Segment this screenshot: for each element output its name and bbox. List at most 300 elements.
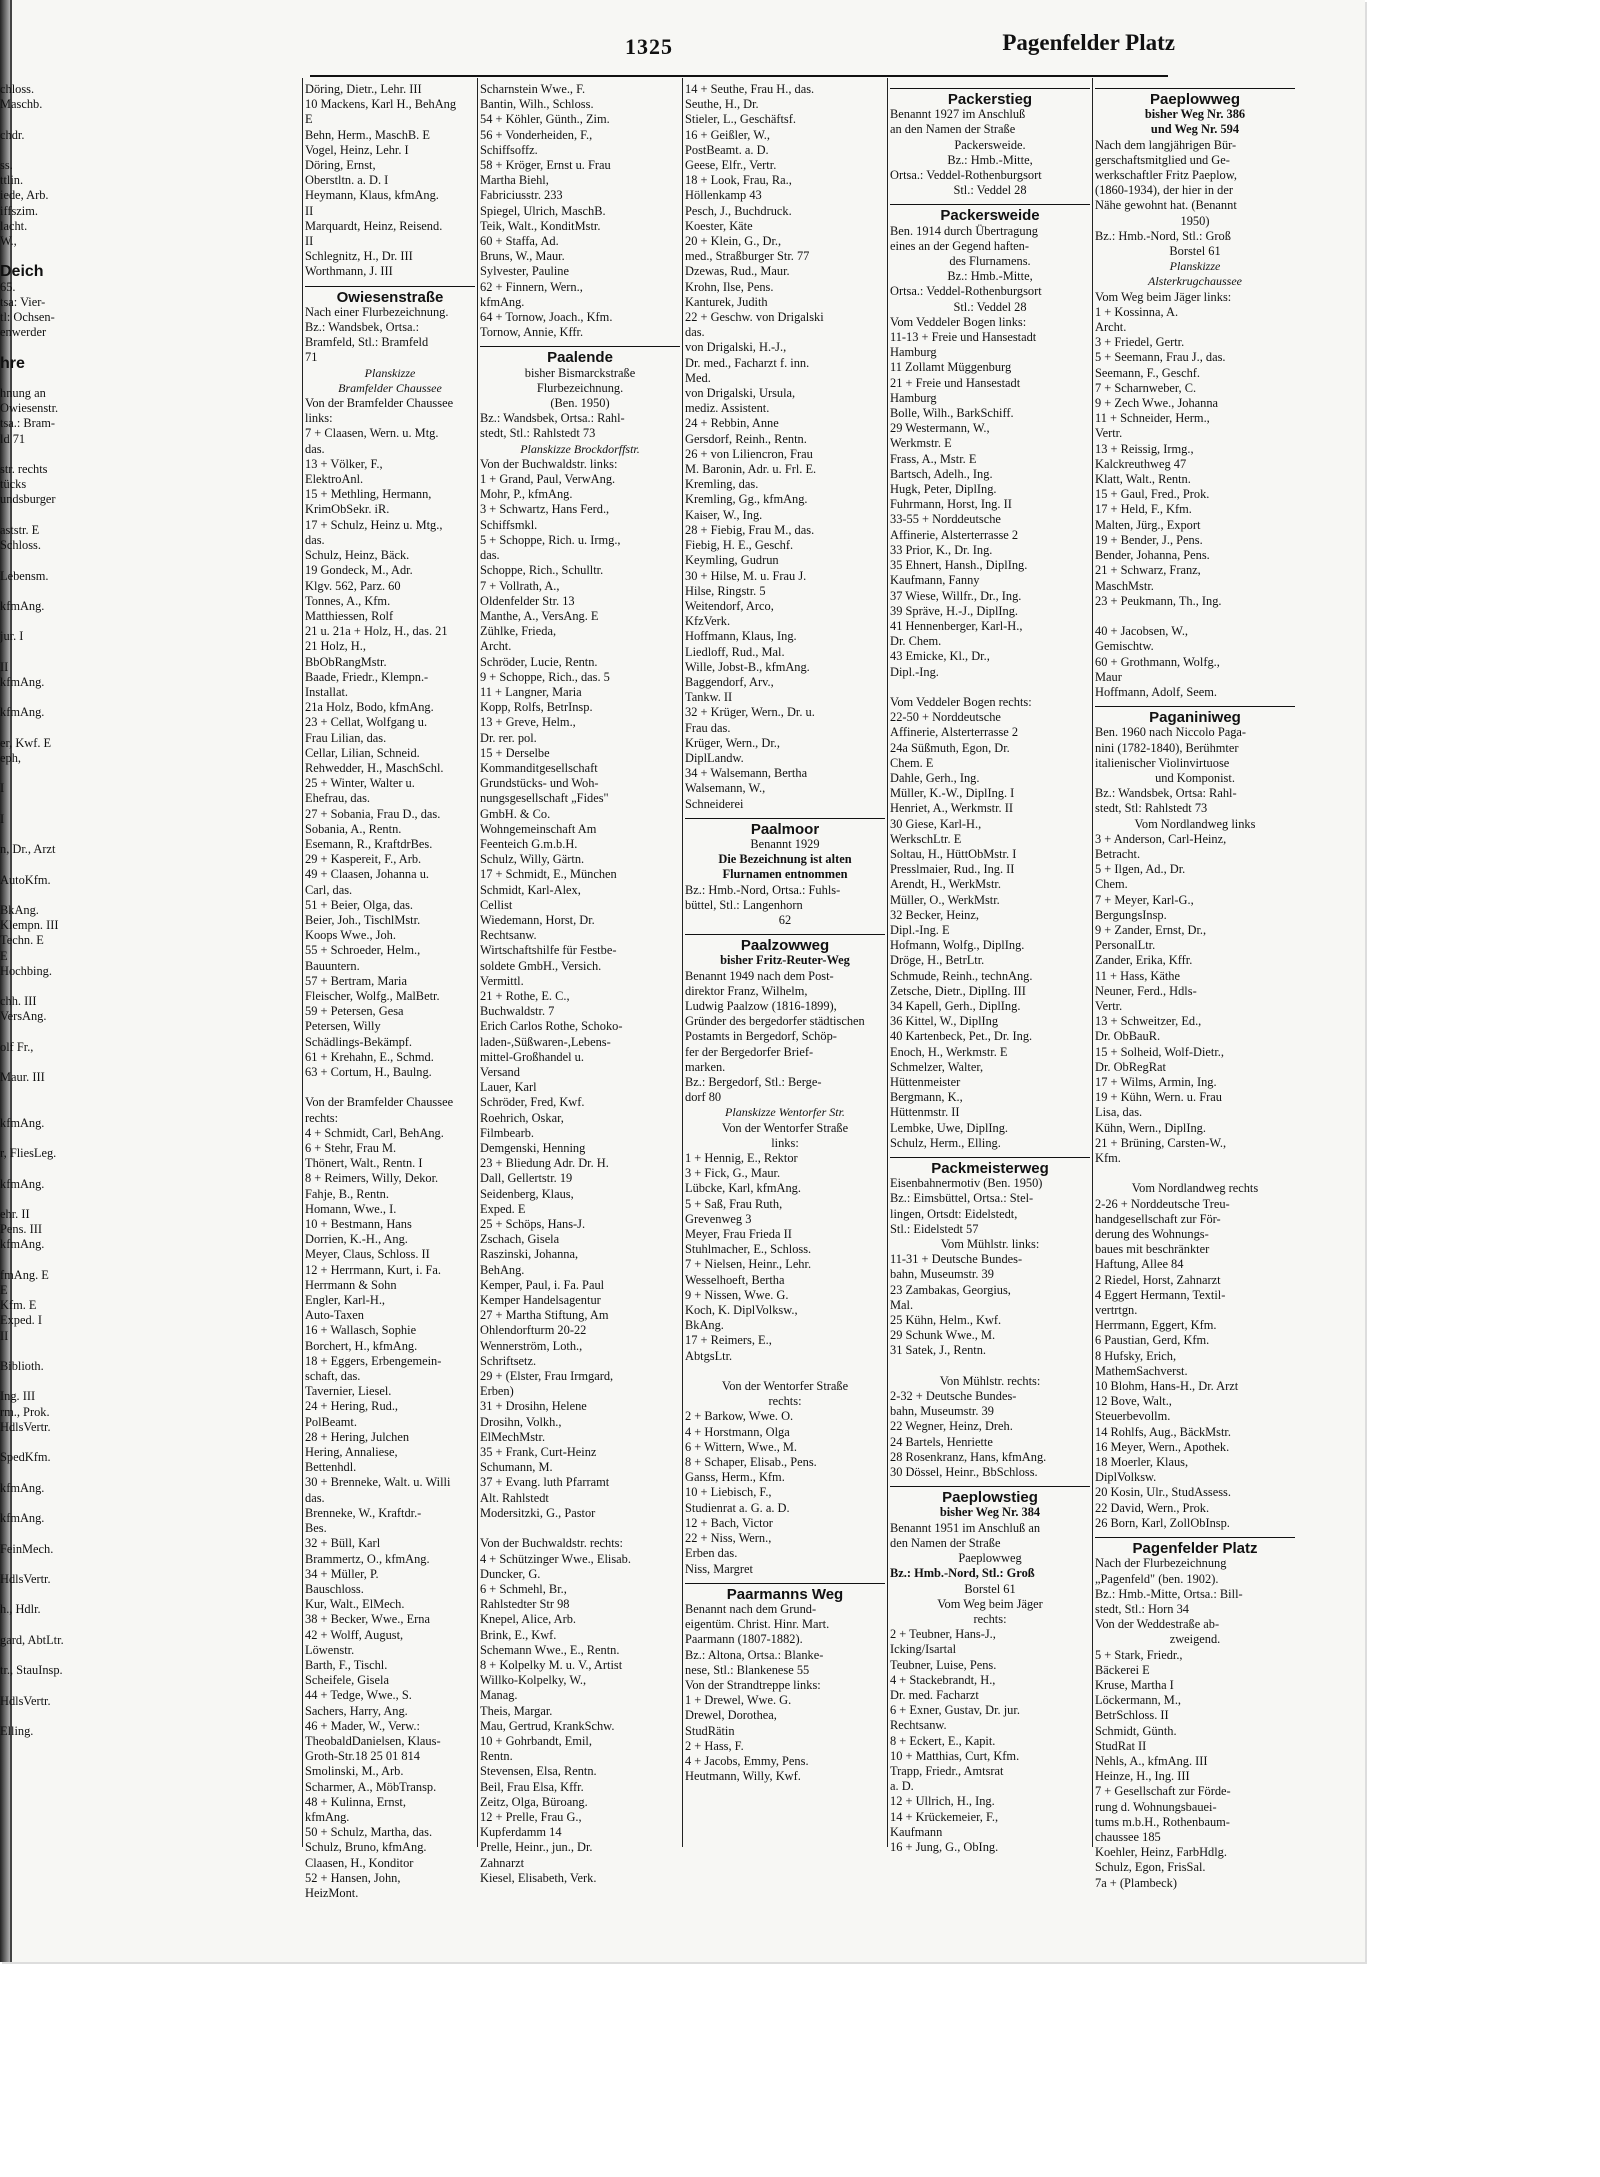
directory-entry: 12 + Bach, Victor <box>685 1515 773 1530</box>
directory-entry: Auto-Taxen <box>305 1308 365 1323</box>
directory-entry: Stieler, L., Geschäftsf. <box>685 112 796 127</box>
directory-entry: marken. <box>685 1059 726 1074</box>
directory-entry: Oberstltn. a. D. I <box>305 173 389 188</box>
directory-entry: Erich Carlos Rothe, Schoko- <box>480 1019 623 1034</box>
directory-entry: Steuerbevollm. <box>1095 1409 1171 1424</box>
directory-entry: Tavernier, Liesel. <box>305 1384 392 1399</box>
directory-entry: Dröge, H., BetrLtr. <box>890 953 985 968</box>
directory-entry: Von der Wentorfer Straße <box>721 1379 849 1394</box>
directory-entry: vertrtgn. <box>1095 1303 1138 1318</box>
directory-entry: Worthmann, J. III <box>305 264 393 279</box>
directory-entry: links: <box>771 1135 799 1150</box>
directory-entry: Von Mühlstr. rechts: <box>939 1373 1041 1388</box>
left-strip-line: 65. <box>0 279 16 294</box>
directory-entry: 2-26 + Norddeutsche Treu- <box>1095 1196 1230 1211</box>
left-strip-line <box>0 1085 300 1100</box>
directory-entry: 1950) <box>1180 213 1210 228</box>
directory-entry: Frau das. <box>685 720 731 735</box>
directory-entry: 8 + Reimers, Willy, Dekor. <box>305 1171 439 1186</box>
left-strip-line: AutoKfm. <box>0 872 51 887</box>
left-strip-line: Lebensm. <box>0 568 49 583</box>
left-strip-line <box>0 112 300 127</box>
directory-entry: 1 + Grand, Paul, VerwAng. <box>480 472 616 487</box>
directory-entry: stedt, Stl: Rahlstedt 73 <box>1095 801 1208 816</box>
directory-entry: Matthiessen, Rolf <box>305 608 394 623</box>
directory-entry: 8 + Schaper, Elisab., Pens. <box>685 1455 817 1470</box>
directory-entry: 26 + von Liliencron, Frau <box>685 446 813 461</box>
directory-entry: das. <box>480 548 500 563</box>
left-strip-line <box>0 1101 300 1116</box>
street-heading: Owiesenstraße <box>305 286 475 305</box>
directory-entry: von Drigalski, H.-J., <box>685 340 787 355</box>
directory-entry: Kremling, das. <box>685 477 759 492</box>
directory-entry: Rehwedder, H., MaschSchl. <box>305 760 444 775</box>
directory-entry: 29 + (Elster, Frau Irmgard, <box>480 1369 614 1384</box>
directory-entry: Seidenberg, Klaus, <box>480 1186 574 1201</box>
directory-entry: StudRat II <box>1095 1738 1147 1753</box>
directory-entry: Schneiderei <box>685 796 744 811</box>
directory-entry: 15 + Methling, Hermann, <box>305 487 432 502</box>
directory-entry: Oldenfelder Str. 13 <box>480 593 575 608</box>
directory-entry: Knepel, Alice, Arb. <box>480 1612 577 1627</box>
directory-entry: Ben. 1960 nach Niccolo Paga- <box>1095 725 1247 740</box>
directory-entry: 31 Satek, J., Rentn. <box>890 1343 987 1358</box>
directory-entry: Chem. E <box>890 755 934 770</box>
directory-entry: Cellar, Lilian, Schneid. <box>305 745 420 760</box>
directory-entry: Brink, E., Kwf. <box>480 1627 557 1642</box>
directory-entry: 30 Giese, Karl-H., <box>890 816 982 831</box>
directory-entry: Scheifele, Gisela <box>305 1673 389 1688</box>
left-strip-line: HdlsVertr. <box>0 1571 51 1586</box>
directory-entry: 14 + Seuthe, Frau H., das. <box>685 82 815 96</box>
directory-entry: Vertr. <box>1095 998 1123 1013</box>
left-strip-line: ehr. II <box>0 1207 30 1222</box>
directory-entry: Kremling, Gg., kfmAng. <box>685 492 808 507</box>
directory-entry: Kfm. <box>1095 1151 1121 1166</box>
directory-entry: Beier, Joh., TischlMstr. <box>305 912 421 927</box>
directory-entry: 2 + Hass, F. <box>685 1738 744 1753</box>
directory-entry: PostBeamt. a. D. <box>685 142 769 157</box>
directory-entry: rechts: <box>768 1394 802 1409</box>
directory-entry: 4 + Jacobs, Emmy, Pens. <box>685 1753 809 1768</box>
directory-entry: bahn, Museumstr. 39 <box>890 1267 994 1282</box>
directory-entry: DiplLandw. <box>685 750 744 765</box>
directory-entry: Filmbearb. <box>480 1125 535 1140</box>
directory-entry: Teubner, Luise, Pens. <box>890 1657 997 1672</box>
directory-entry <box>890 680 1090 695</box>
directory-entry: Koester, Käte <box>685 218 753 233</box>
left-strip-line: Maschb. <box>0 97 43 112</box>
directory-entry: Manthe, A., VersAng. E <box>480 608 599 623</box>
directory-entry: Kupferdamm 14 <box>480 1825 562 1840</box>
directory-entry: Hoffmann, Klaus, Ing. <box>685 629 797 644</box>
directory-entry: Versand <box>480 1065 520 1079</box>
directory-entry: Lisa, das. <box>1095 1105 1143 1120</box>
left-strip-line: I <box>0 811 5 826</box>
directory-entry: 23 Zambakas, Georgius, <box>890 1282 1011 1297</box>
left-strip-line <box>0 1587 300 1602</box>
directory-entry: Rentn. <box>480 1749 513 1764</box>
directory-entry: laden-,Süßwaren-,Lebens- <box>480 1034 611 1049</box>
directory-entry: nese, Stl.: Blankenese 55 <box>685 1662 810 1677</box>
directory-entry: (Ben. 1950) <box>550 396 610 411</box>
left-strip-line: kfmAng. <box>0 598 45 613</box>
directory-entry: Erben) <box>480 1384 514 1399</box>
directory-entry: Maur <box>1095 669 1122 684</box>
plan-sketch-note: Planskizze <box>1169 259 1221 274</box>
directory-entry: BehAng. <box>480 1262 525 1277</box>
directory-entry: 1 + Drewel, Wwe. G. <box>685 1693 792 1708</box>
directory-entry: Vermittl. <box>480 973 524 988</box>
left-strip-line: r, FliesLeg. <box>0 1146 57 1161</box>
directory-entry: 42 + Wolff, August, <box>305 1627 404 1642</box>
directory-entry: 7 + Nielsen, Heinr., Lehr. <box>685 1257 812 1272</box>
directory-entry: Pesch, J., Buchdruck. <box>685 203 792 218</box>
directory-entry: Heymann, Klaus, kfmAng. <box>305 188 439 203</box>
directory-entry: 2-32 + Deutsche Bundes- <box>890 1389 1017 1404</box>
directory-entry: Zeitz, Olga, Büroang. <box>480 1794 588 1809</box>
directory-entry: schaft, das. <box>305 1369 361 1384</box>
directory-entry: Hilse, Ringstr. 5 <box>685 583 766 598</box>
directory-entry: Hamburg <box>890 345 937 360</box>
directory-entry: Flurnamen entnommen <box>722 867 848 882</box>
left-strip-line: II <box>0 1328 9 1343</box>
directory-entry: Nach einer Flurbezeichnung. <box>305 304 449 319</box>
directory-entry: 12 Bove, Walt., <box>1095 1394 1172 1409</box>
directory-entry: 24 Bartels, Henriette <box>890 1434 993 1449</box>
directory-entry: Von der Bramfelder Chaussee <box>305 396 454 411</box>
directory-entry: 3 + Schwartz, Hans Ferd., <box>480 502 610 517</box>
directory-entry: 38 + Becker, Wwe., Erna <box>305 1612 430 1627</box>
column-3 <box>685 82 885 1847</box>
left-strip-line: tl: Ochsen- <box>0 310 55 325</box>
directory-entry: Hugk, Peter, DiplIng. <box>890 482 997 497</box>
directory-entry: Dipl.-Ing. E <box>890 922 950 937</box>
directory-entry: Fabriciusstr. 233 <box>480 188 563 203</box>
directory-entry: 13 + Reissig, Irmg., <box>1095 441 1194 456</box>
left-strip-line: hre <box>0 354 25 372</box>
directory-entry: Drosihn, Volkh., <box>480 1414 562 1429</box>
directory-entry: soldete GmbH., Versich. <box>480 958 602 973</box>
left-strip-line: enwerder <box>0 325 47 340</box>
directory-entry: 2 Riedel, Horst, Zahnarzt <box>1095 1272 1221 1287</box>
directory-entry: Wirtschaftshilfe für Festbe- <box>480 943 617 958</box>
directory-entry: 7 + Gesellschaft zur Förde- <box>1095 1784 1231 1799</box>
directory-entry: 11-13 + Freie und Hansestadt <box>890 330 1037 345</box>
left-strip-line: Techn. E <box>0 933 44 948</box>
directory-entry: 10 + Gohrbandt, Emil, <box>480 1733 592 1748</box>
directory-entry: 11 Zollamt Müggenburg <box>890 360 1012 375</box>
directory-entry <box>890 1359 1090 1374</box>
directory-entry: bisher Weg Nr. 384 <box>939 1505 1041 1520</box>
directory-entry: Henriet, A., Werkmstr. II <box>890 801 1013 816</box>
left-strip-line: iffszim. <box>0 203 38 218</box>
directory-entry: 19 + Kühn, Wern. u. Frau <box>1095 1090 1222 1105</box>
directory-entry: Stl.: Veddel 28 <box>953 299 1027 314</box>
directory-entry: Schulz, Herm., Elling. <box>890 1135 1001 1150</box>
directory-entry: Manag. <box>480 1688 518 1703</box>
directory-entry: Trapp, Friedr., Amtsrat <box>890 1763 1004 1778</box>
directory-entry: GmbH. & Co. <box>480 806 551 821</box>
directory-entry: 62 <box>778 912 792 927</box>
directory-entry: 21a Holz, Bodo, kfmAng. <box>305 700 434 715</box>
left-strip-line <box>0 645 300 660</box>
directory-entry: Von der Weddestraße ab- <box>1095 1617 1220 1632</box>
directory-entry: mediz. Assistent. <box>685 401 770 416</box>
column-divider <box>682 78 683 1847</box>
directory-entry: Kemper Handelsagentur <box>480 1293 601 1308</box>
left-strip-line: Schloss. <box>0 538 41 553</box>
directory-entry: 33-55 + Norddeutsche <box>890 512 1001 527</box>
directory-entry: Baggendorf, Arv., <box>685 674 774 689</box>
directory-entry: 36 Kittel, W., DiplIng <box>890 1014 999 1029</box>
directory-entry: Döring, Dietr., Lehr. III <box>305 82 422 96</box>
directory-entry: Hamburg <box>890 390 937 405</box>
directory-entry: 9 + Zander, Ernst, Dr., <box>1095 922 1207 937</box>
directory-entry: Hering, Annaliese, <box>305 1445 398 1460</box>
directory-entry: Schröder, Fred, Kwf. <box>480 1095 585 1110</box>
directory-entry: Scharmer, A., MöbTransp. <box>305 1779 437 1794</box>
directory-entry: 10 + Matthias, Curt, Kfm. <box>890 1748 1020 1763</box>
directory-entry: nini (1782-1840), Berühmter <box>1095 740 1239 755</box>
directory-entry: 30 + Brenneke, Walt. u. Willi <box>305 1475 451 1490</box>
directory-entry <box>1095 609 1295 624</box>
directory-entry: Haftung, Allee 84 <box>1095 1257 1184 1272</box>
directory-entry: 71 <box>305 350 318 365</box>
directory-entry: Klgv. 562, Parz. 60 <box>305 578 401 593</box>
directory-entry: Neuner, Ferd., Hdls- <box>1095 983 1197 998</box>
plan-sketch-note: Planskizze Wentorfer Str. <box>725 1105 845 1120</box>
directory-entry: StudRätin <box>685 1723 735 1738</box>
directory-entry: Borstel 61 <box>964 1581 1016 1596</box>
directory-entry: Krohn, Ilse, Pens. <box>685 279 774 294</box>
directory-entry: 32 Becker, Heinz, <box>890 907 979 922</box>
left-strip-line: undsburger <box>0 492 56 507</box>
directory-entry: 19 Gondeck, M., Adr. <box>305 563 413 578</box>
directory-entry: Zahnarzt <box>480 1855 525 1870</box>
directory-entry: Wiedemann, Horst, Dr. <box>480 912 595 927</box>
directory-entry: das. <box>305 441 325 456</box>
directory-entry: 27 + Martha Stiftung, Am <box>480 1308 609 1323</box>
directory-entry: 24a Süßmuth, Egon, Dr. <box>890 740 1010 755</box>
directory-entry: Walsemann, W., <box>685 781 766 796</box>
directory-entry: 14 Rohlfs, Aug., BäckMstr. <box>1095 1424 1231 1439</box>
directory-entry: Stevensen, Elsa, Rentn. <box>480 1764 597 1779</box>
directory-entry: 10 Blohm, Hans-H., Dr. Arzt <box>1095 1379 1239 1394</box>
left-strip-line: lacht. <box>0 218 28 233</box>
directory-entry: Ohlendorfturm 20-22 <box>480 1323 587 1338</box>
left-strip-line: fmAng. E <box>0 1267 49 1282</box>
directory-entry: Gemischtw. <box>1095 639 1154 654</box>
directory-entry: Carl, das. <box>305 882 353 897</box>
directory-entry: 63 + Cortum, H., Baulng. <box>305 1065 432 1079</box>
directory-entry: 4 + Schmidt, Carl, BehAng. <box>305 1125 444 1140</box>
directory-entry <box>480 1521 680 1536</box>
directory-entry: Schlegnitz, H., Dr. III <box>305 249 413 264</box>
directory-entry: 22 + Geschw. von Drigalski <box>685 310 824 325</box>
left-strip-line <box>0 1374 300 1389</box>
directory-entry: mittel-Großhandel u. <box>480 1049 584 1064</box>
directory-entry: Rechtsanw. <box>890 1718 947 1733</box>
directory-entry: Malten, Jürg., Export <box>1095 517 1201 532</box>
directory-entry: a. D. <box>890 1779 914 1794</box>
directory-entry: Grundstücks- und Woh- <box>480 776 599 791</box>
directory-entry: Bz.: Hmb.-Nord, Stl.: Groß <box>890 1566 1035 1581</box>
directory-entry: Esemann, R., KraftdrBes. <box>305 836 433 851</box>
directory-entry: 4 Eggert Hermann, Textil- <box>1095 1287 1226 1302</box>
left-strip-line: ld 71 <box>0 431 26 446</box>
left-strip-line: Biblioth. <box>0 1359 44 1374</box>
directory-entry: Bz.: Hmb.-Nord, Ortsa.: Fuhls- <box>685 882 841 897</box>
directory-entry: 24 + Hering, Rud., <box>305 1399 399 1414</box>
left-strip-line <box>0 1678 300 1693</box>
directory-entry: 17 + Schulz, Heinz u. Mtg., <box>305 517 443 532</box>
directory-entry <box>1095 1166 1295 1181</box>
directory-entry: des Flurnamens. <box>949 254 1031 269</box>
directory-entry: Stl.: Eidelstedt 57 <box>890 1221 979 1236</box>
directory-entry: 20 Kosin, Ulr., StudAssess. <box>1095 1485 1231 1500</box>
directory-entry: Drewel, Dorothea, <box>685 1708 777 1723</box>
directory-entry: 22-50 + Norddeutsche <box>890 710 1001 725</box>
directory-entry: Marquardt, Heinz, Reisend. <box>305 218 443 233</box>
directory-entry: Schulz, Egon, FrisSal. <box>1095 1860 1206 1875</box>
left-strip-line: kfmAng. <box>0 1237 45 1252</box>
directory-entry: Martha Biehl, <box>480 173 549 188</box>
left-strip-line: FeinMech. <box>0 1541 54 1556</box>
left-strip-line: jur. I <box>0 629 24 644</box>
directory-entry: Schmelzer, Walter, <box>890 1059 984 1074</box>
directory-entry: Schmidt, Günth. <box>1095 1723 1177 1738</box>
directory-entry: 15 + Gaul, Fred., Prok. <box>1095 487 1210 502</box>
left-strip-line: tsa.: Bram- <box>0 416 56 431</box>
directory-entry: 20 + Klein, G., Dr., <box>685 234 782 249</box>
left-strip-line <box>0 721 300 736</box>
directory-entry: Bz.: Hmb.-Mitte, <box>947 269 1033 284</box>
directory-entry: Schemann Wwe., E., Rentn. <box>480 1642 620 1657</box>
directory-entry: Fuhrmann, Horst, Ing. II <box>890 497 1012 512</box>
directory-entry: „Pagenfeld" (ben. 1902). <box>1095 1571 1219 1586</box>
left-strip-line <box>0 857 300 872</box>
directory-entry: Modersitzki, G., Pastor <box>480 1505 596 1520</box>
left-strip-line: kfmAng. <box>0 1176 45 1191</box>
left-strip-line: W., <box>0 234 17 249</box>
directory-entry: eines an der Gegend haften- <box>890 238 1029 253</box>
directory-entry: kfmAng. <box>305 1809 350 1824</box>
directory-entry: Engler, Karl-H., <box>305 1293 386 1308</box>
directory-entry: 59 + Petersen, Gesa <box>305 1004 404 1019</box>
directory-entry: 28 + Hering, Julchen <box>305 1429 410 1444</box>
plan-sketch-note: Bramfelder Chaussee <box>338 380 442 395</box>
directory-entry: Stl.: Veddel 28 <box>953 183 1027 198</box>
directory-entry: Kopp, Rolfs, BetrInsp. <box>480 700 593 715</box>
directory-entry: Enoch, H., Werkmstr. E <box>890 1044 1008 1059</box>
directory-entry: 49 + Claasen, Johanna u. <box>305 867 429 882</box>
directory-entry: BbObRangMstr. <box>305 654 387 669</box>
left-strip-line <box>0 1648 300 1663</box>
directory-entry: Ehefrau, das. <box>305 791 371 806</box>
directory-entry: 50 + Schulz, Martha, das. <box>305 1825 433 1840</box>
directory-entry: 17 + Schmidt, E., München <box>480 867 617 882</box>
left-strip-line: Ing. III <box>0 1389 36 1404</box>
directory-entry: 58 + Kröger, Ernst u. Frau <box>480 158 611 173</box>
directory-entry: Roehrich, Oskar, <box>480 1110 564 1125</box>
directory-entry: 29 Westermann, W., <box>890 421 990 436</box>
directory-entry: Bramfeld, Stl.: Bramfeld <box>305 335 429 350</box>
left-strip-line: Deich <box>0 263 44 281</box>
directory-entry: Gründer des bergedorfer städtischen <box>685 1014 865 1029</box>
directory-entry: 29 + Kaspereit, F., Arb. <box>305 852 422 867</box>
directory-entry: Kanturek, Judith <box>685 294 768 309</box>
directory-entry: Stuhlmacher, E., Schloss. <box>685 1242 812 1257</box>
directory-entry: Klatt, Walt., Rentn. <box>1095 472 1191 487</box>
directory-entry: Mohr, P., kfmAng. <box>480 487 573 502</box>
directory-entry: Bettenhdl. <box>305 1460 357 1475</box>
left-strip-line: tsa: Vier- <box>0 294 46 309</box>
directory-entry: Dr. ObBauR. <box>1095 1029 1161 1044</box>
directory-entry: 31 + Drosihn, Helene <box>480 1399 587 1414</box>
directory-entry: 16 + Wallasch, Sophie <box>305 1323 417 1338</box>
directory-entry: Grevenweg 3 <box>685 1211 752 1226</box>
left-strip-line: gard, AbtLtr. <box>0 1632 64 1647</box>
page-number: 1325 <box>625 34 673 59</box>
street-heading: Packmeisterweg <box>890 1157 1090 1176</box>
directory-entry: Benannt 1949 nach dem Post- <box>685 968 834 983</box>
directory-entry: Dr. med., Facharzt f. inn. <box>685 355 810 370</box>
directory-entry: 25 + Winter, Walter u. <box>305 776 415 791</box>
directory-entry: 4 + Stackebrandt, H., <box>890 1672 996 1687</box>
directory-entry: Mal. <box>890 1297 914 1312</box>
left-strip-line <box>0 888 300 903</box>
directory-entry: Chem. <box>1095 877 1128 892</box>
directory-entry: Schiffsmkl. <box>480 517 538 532</box>
directory-entry: 28 Rosenkranz, Hans, kfmAng. <box>890 1449 1047 1464</box>
left-strip-line <box>0 1344 300 1359</box>
directory-entry: 17 + Held, F., Kfm. <box>1095 502 1192 517</box>
directory-entry: MaschMstr. <box>1095 578 1154 593</box>
directory-entry: Bruns, W., Maur. <box>480 249 565 264</box>
directory-entry: Packersweide. <box>954 137 1026 152</box>
directory-entry: 18 Moerler, Klaus, <box>1095 1455 1189 1470</box>
directory-entry: 54 + Köhler, Günth., Zim. <box>480 112 610 127</box>
directory-entry: Nehls, A., kfmAng. III <box>1095 1753 1208 1768</box>
directory-entry: 41 Hennenberger, Karl-H., <box>890 618 1023 633</box>
left-strip-line: str. rechts <box>0 462 48 477</box>
directory-entry: Bergmann, K., <box>890 1090 963 1105</box>
left-strip-line: h., Hdlr. <box>0 1602 41 1617</box>
directory-entry: BetrSchloss. II <box>1095 1708 1169 1723</box>
directory-entry: 17 + Wilms, Armin, Ing. <box>1095 1075 1217 1089</box>
directory-entry: Schumann, M. <box>480 1460 553 1475</box>
directory-entry: 51 + Beier, Olga, das. <box>305 897 414 912</box>
directory-entry: Vom Nordlandweg links <box>1134 816 1256 831</box>
directory-entry: Bartsch, Adelh., Ing. <box>890 466 993 481</box>
directory-entry: 3 + Anderson, Carl-Heinz, <box>1095 831 1227 846</box>
left-strip-line <box>0 1496 300 1511</box>
directory-entry: Herrmann, Eggert, Kfm. <box>1095 1318 1217 1333</box>
directory-entry: Von der Buchwaldstr. links: <box>480 456 618 471</box>
directory-entry: M. Baronin, Adr. u. Frl. E. <box>685 462 817 477</box>
directory-entry: von Drigalski, Ursula, <box>685 386 796 401</box>
directory-entry: 13 + Völker, F., <box>305 456 383 471</box>
left-strip-line: Klempn. III <box>0 918 59 933</box>
directory-entry: Flurbezeichnung. <box>536 380 624 395</box>
left-strip-line: VersAng. <box>0 1009 47 1024</box>
left-strip-line: kfmAng. <box>0 1480 45 1495</box>
column-1 <box>305 82 475 1900</box>
directory-entry: DiplVolksw. <box>1095 1470 1157 1485</box>
directory-entry: 21 Holz, H., <box>305 639 366 654</box>
page-header <box>300 30 1175 70</box>
